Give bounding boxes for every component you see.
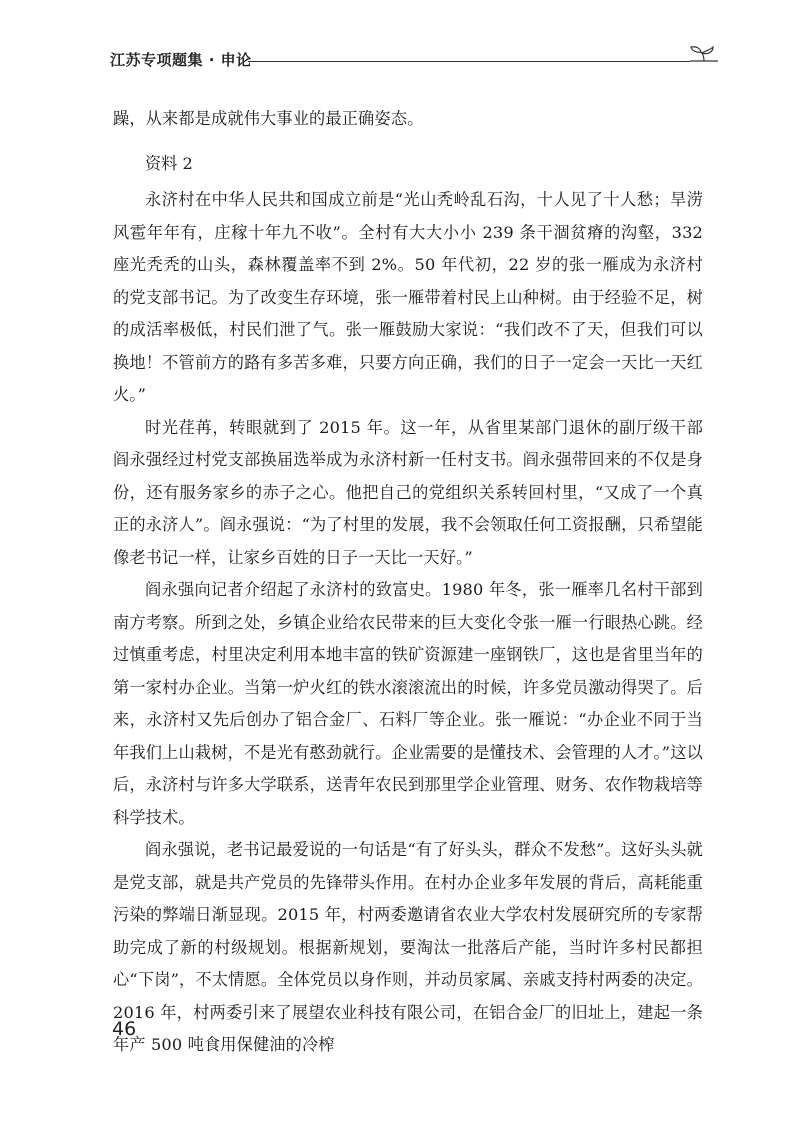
running-header [110,44,718,76]
paragraph: 时光荏苒，转眼就到了 2015 年。这一年，从省里某部门退休的副厅级干部阎永强经过村党支部换届选举成为永济村新一任村支书。阎永强带回来的不仅是身份，还有服务家乡的赤子之心。他把自己的党组织关系转回村里，“又成了一个真正的永济人”。阎永强说：“为了村里的发展，我不会领取任何工资报酬，只希望能像老书记一样，让家乡百姓的日子一天比一天好。” [113,417,703,567]
sprout-icon [688,44,720,68]
paragraph: 永济村在中华人民共和国成立前是“光山秃岭乱石沟，十人见了十人愁；旱涝风雹年年有，庄稼十年九不收”。全村有大大小小 239 条干涸贫瘠的沟壑，332 座光秃秃的山头，森林覆盖率不到 2%。50 年代初，22 岁的张一雁成为永济村的党支部书记。为了改变生存环境，张一雁带着村民上山种树。由于经验不足，树的成活率极低，村民们泄了气。张一雁鼓励大家说：“我们改不了天，但我们可以换地！不管前方的路有多苦多难，只要方向正确，我们的日子一定会一天比一天红火。” [113,190,703,404]
header-rule [248,61,690,62]
paragraph: 阎永强向记者介绍起了永济村的致富史。1980 年冬，张一雁率几名村干部到南方考察。所到之处，乡镇企业给农民带来的巨大变化令张一雁一行眼热心跳。经过慎重考虑，村里决定利用本地丰富的铁矿资源建一座钢铁厂，这也是省里当年的第一家村办企业。当第一炉火红的铁水滚滚流出的时候，许多党员激动得哭了。后来，永济村又先后创办了铝合金厂、石料厂等企业。张一雁说：“办企业不同于当年我们上山栽树，不是光有憨劲就行。企业需要的是懂技术、会管理的人才。”这以后，永济村与许多大学联系，送青年农民到那里学企业管理、财务、农作物栽培等科学技术。 [113,580,703,827]
paragraph-continued: 躁，从来都是成就伟大事业的最正确姿态。 [113,109,424,128]
main-text [113,103,703,1062]
book-title: 江苏专项题集 · 申论 [110,51,252,69]
page-number: 46 [112,1018,137,1040]
section-heading: 资料 2 [145,153,193,173]
paragraph: 阎永强说，老书记最爱说的一句话是“有了好头头，群众不发愁”。这好头头就是党支部，就是共产党员的先锋带头作用。在村办企业多年发展的背后，高耗能重污染的弊端日渐显现。2015 年，村两委邀请省农业大学农村发展研究所的专家帮助完成了新的村级规划。根据新规划，要淘汰一批落后产能，当时许多村民都担心“下岗”，不太情愿。全体党员以身作则，并动员家属、亲戚支持村两委的决定。2016 年，村两委引来了展望农业科技有限公司，在铝合金厂的旧址上，建起一条年产 500 吨食用保健油的冷榨 [113,840,703,1054]
